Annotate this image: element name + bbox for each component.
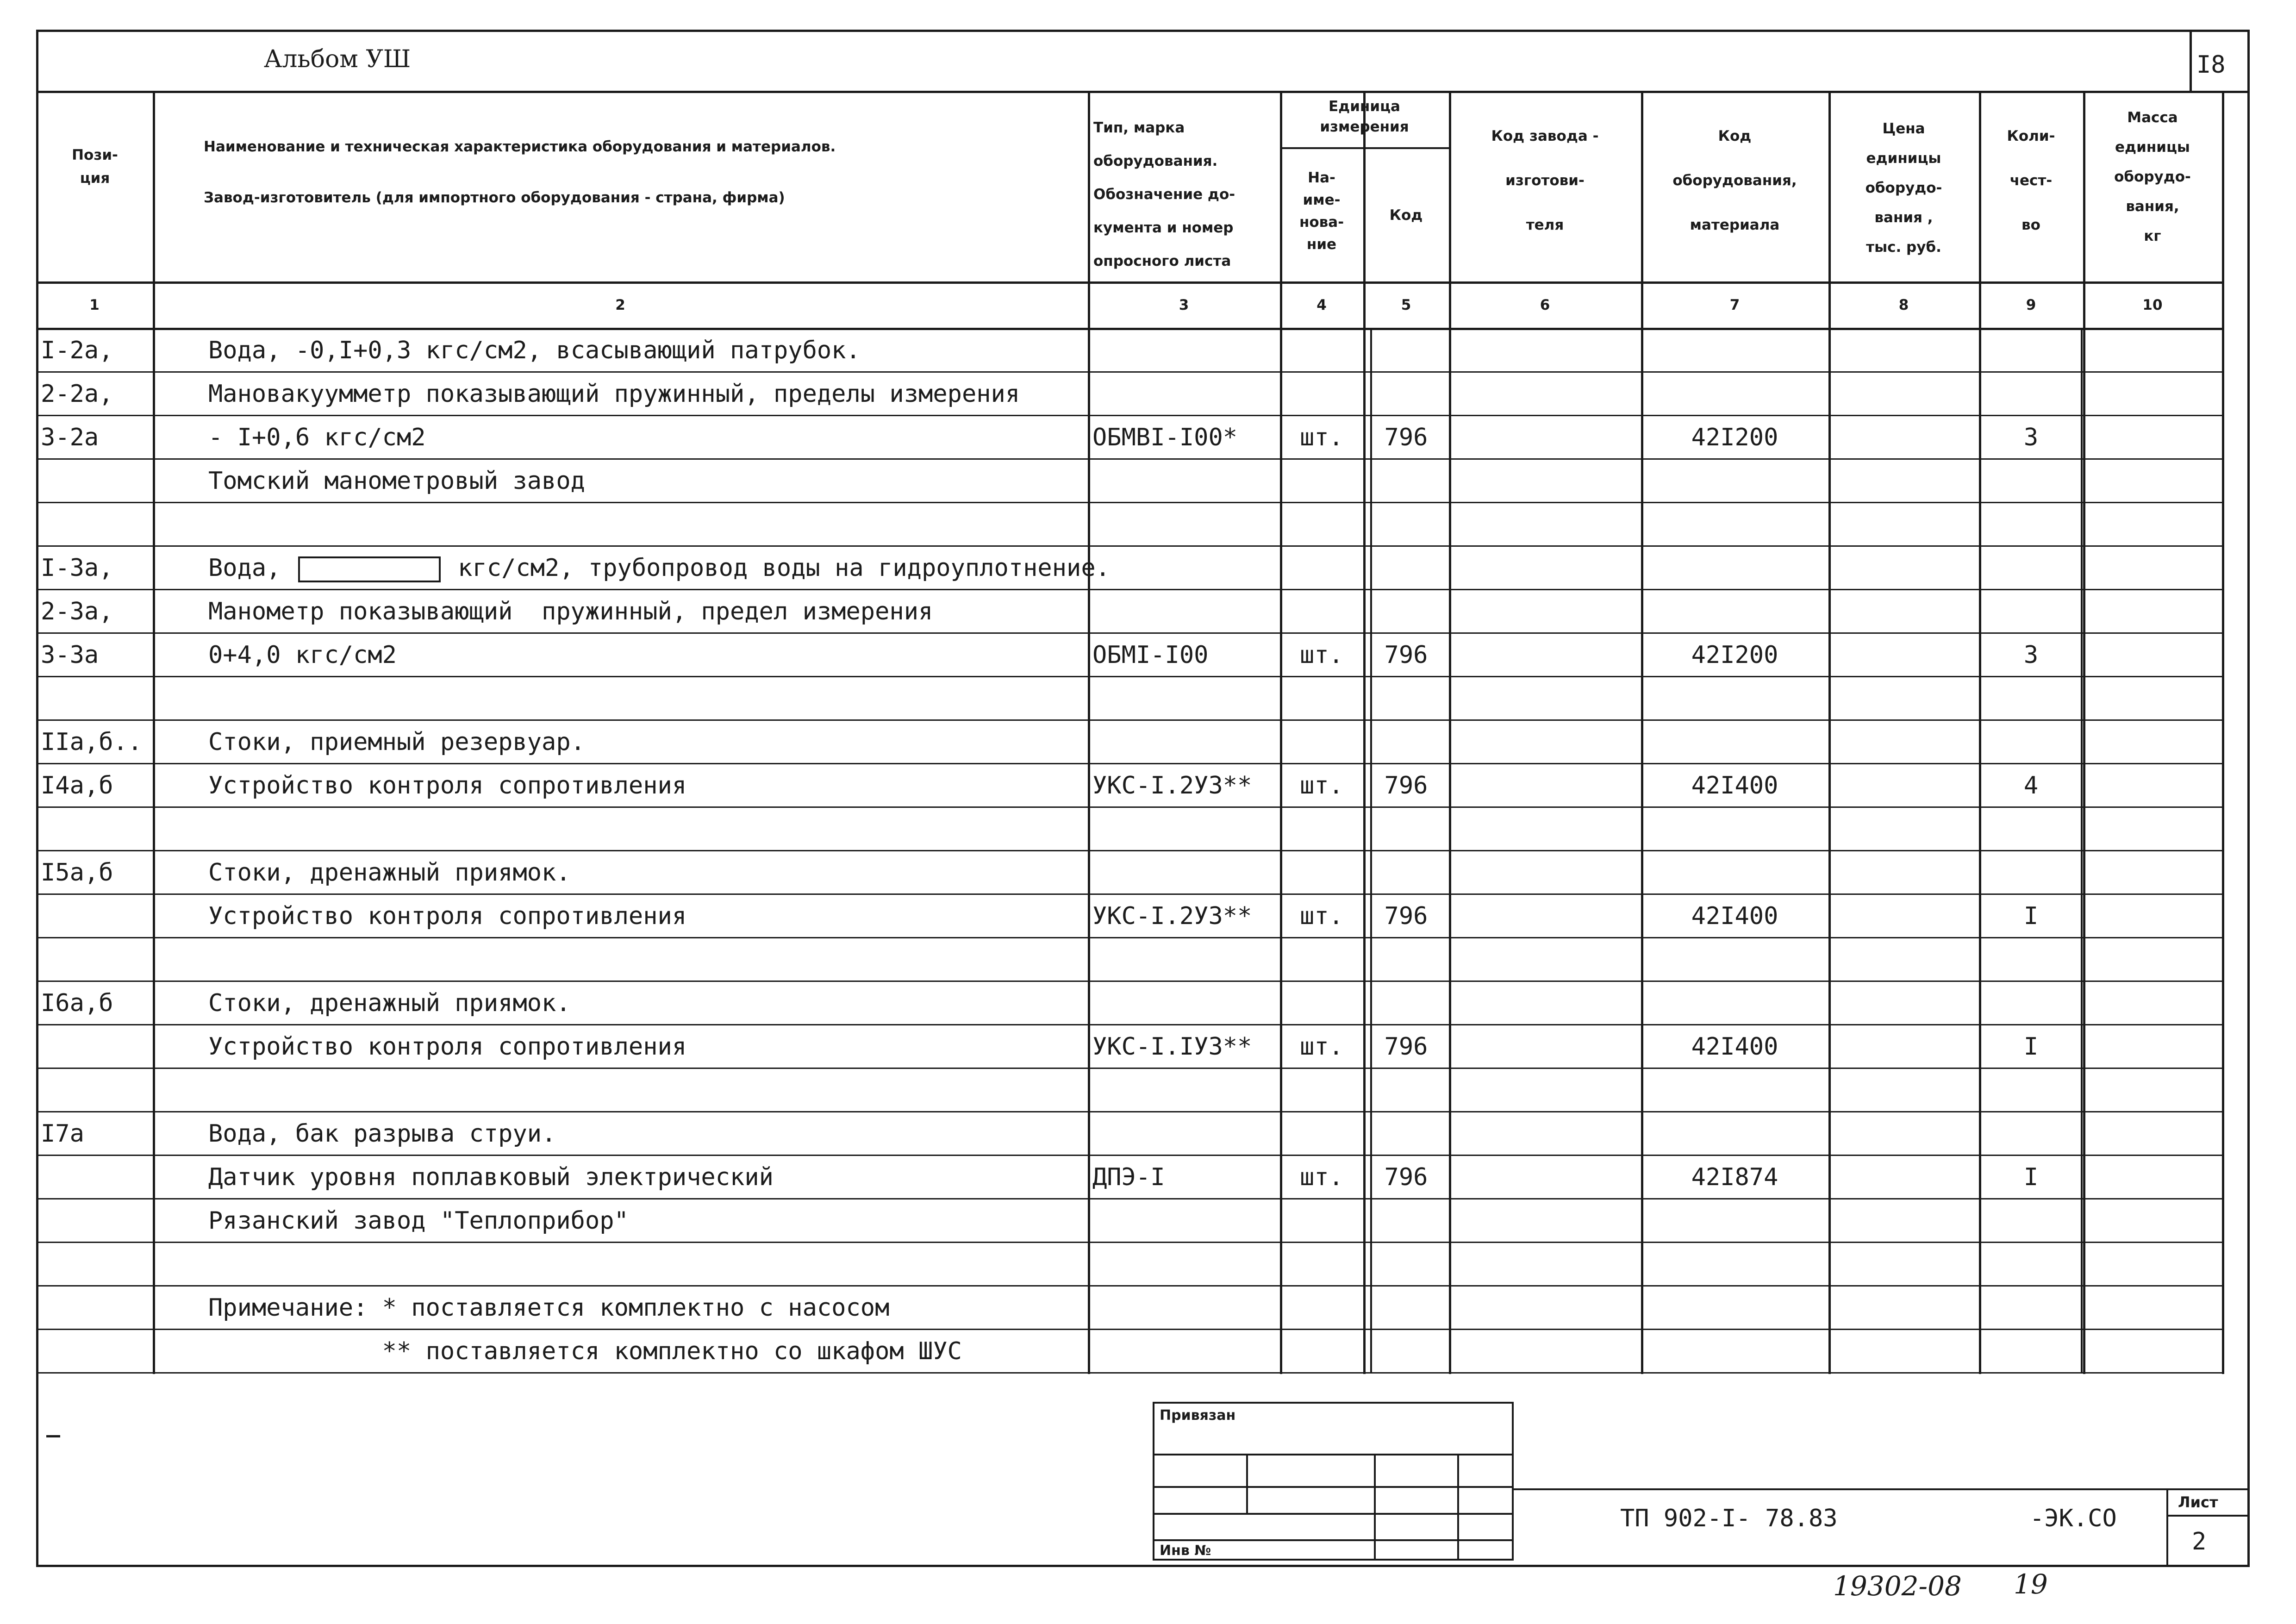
column-number-8: 8 (1898, 297, 1909, 313)
header-mass: Масса единицы оборудо- вания, кг (2114, 109, 2191, 244)
cell-pos: I-2a, (41, 337, 113, 364)
row-line (36, 502, 2222, 503)
cell-type: ОБМВI-I00* (1092, 424, 1238, 451)
row-line (36, 458, 2222, 460)
cell-unit: шт. (1300, 902, 1343, 930)
sheet-label: Лист (2178, 1493, 2218, 1511)
stamp-vline-2 (1374, 1454, 1376, 1560)
cell-mcode: 42I400 (1691, 772, 1778, 800)
page-number: I8 (2196, 51, 2226, 79)
row-line (36, 806, 2222, 808)
header-unit: Единица измерения (1320, 98, 1409, 135)
cell-type: УКС-I.2УЗ** (1092, 772, 1252, 800)
cell-name-continued: кгс/см2, трубопровод воды на гидроуплотнение. (443, 554, 1110, 582)
cell-qty: 3 (2023, 424, 2039, 451)
cell-name: Стоки, дренажный приямок. (208, 989, 571, 1017)
cell-code: 796 (1384, 772, 1428, 800)
column-number-7: 7 (1729, 297, 1740, 313)
cell-code: 796 (1384, 1033, 1428, 1061)
header-unit-code: Код (1389, 207, 1423, 224)
cell-type: УКС-I.2УЗ** (1092, 902, 1252, 930)
frame-bottom (36, 1565, 2250, 1567)
cell-unit: шт. (1300, 641, 1343, 669)
column-number-bottom (36, 328, 2222, 330)
cell-name: Примечание: * поставляется комплектно с насосом (208, 1294, 890, 1322)
row-line (36, 415, 2222, 416)
cell-pos: I7a (41, 1120, 84, 1148)
cell-name: Устройство контроля сопротивления (208, 1033, 687, 1061)
cell-name: Устройство контроля сопротивления (208, 902, 687, 930)
left-margin-tick (46, 1435, 60, 1437)
cell-unit: шт. (1300, 1163, 1343, 1191)
column-number-5: 5 (1401, 297, 1411, 313)
row-line (36, 981, 2222, 982)
cell-mcode: 42I200 (1691, 641, 1778, 669)
cell-name: Манометр показывающий пружинный, предел измерения (208, 598, 933, 625)
cell-name: Вода, кгс/см2, трубопровод воды на гидроуплотнение. (208, 554, 1110, 582)
stamp-privyazan-box (1153, 1402, 1514, 1561)
column-number-6: 6 (1540, 297, 1550, 313)
column-number-3: 3 (1179, 297, 1189, 313)
row-line (36, 589, 2222, 590)
cell-name: Стоки, дренажный приямок. (208, 859, 571, 887)
cell-name: Вода, бак разрыва струи. (208, 1120, 556, 1148)
stamp-vline-3 (1457, 1454, 1459, 1560)
cell-qty: I (2023, 1163, 2039, 1191)
cell-name: Стоки, приемный резервуар. (208, 728, 585, 756)
header-name-line2: Завод-изготовитель (для импортного оборудования - страна, фирма) (204, 189, 785, 206)
page-number-divider (2190, 30, 2192, 92)
frame-left (36, 30, 38, 1567)
frame-right (2247, 30, 2250, 1567)
column-number-4: 4 (1316, 297, 1327, 313)
album-bar-bottom (36, 91, 2250, 93)
header-bottom (36, 281, 2222, 284)
cell-code: 796 (1384, 641, 1428, 669)
row-line (36, 371, 2222, 373)
cell-name: Мановакуумметр показывающий пружинный, пределы измерения (208, 380, 1020, 408)
cell-qty: 3 (2023, 641, 2039, 669)
sheet-cell-left (2166, 1488, 2168, 1567)
header-unit-name: На- име- нова- ние (1299, 169, 1344, 253)
cell-type: ДПЭ-I (1092, 1163, 1165, 1191)
cell-name: ** поставляется комплектно со шкафом ШУС (208, 1337, 962, 1365)
cell-mcode: 42I400 (1691, 1033, 1778, 1061)
stamp-inv-label: Инв № (1160, 1543, 1211, 1559)
document-code: ТП 902-I- 78.83 (1620, 1505, 1838, 1532)
cell-qty: 4 (2023, 772, 2039, 800)
row-line (36, 1111, 2222, 1112)
column-line (2222, 91, 2224, 1374)
cell-code: 796 (1384, 902, 1428, 930)
stamp-line-2 (1153, 1486, 1514, 1488)
cell-unit: шт. (1300, 424, 1343, 451)
column-number-10: 10 (2142, 297, 2163, 313)
row-line (36, 937, 2222, 938)
blank-value-box (298, 556, 441, 582)
cell-qty: I (2023, 1033, 2039, 1061)
stamp-line-3 (1153, 1513, 1514, 1515)
stamp-line-4 (1153, 1539, 1514, 1541)
cell-code: 796 (1384, 424, 1428, 451)
row-line (36, 1155, 2222, 1156)
cell-code: 796 (1384, 1163, 1428, 1191)
qty-column-thick-left (1370, 328, 1372, 1372)
document-mark: -ЭК.СО (2030, 1505, 2117, 1532)
stamp-privyazan-label: Привязан (1160, 1407, 1236, 1424)
handwritten-page: 19 (2014, 1568, 2048, 1600)
header-quantity: Коли- чест- во (2007, 128, 2055, 233)
row-line (36, 1285, 2222, 1287)
row-line (36, 1242, 2222, 1243)
cell-pos: I-3a, (41, 554, 113, 582)
cell-name: Томский манометровый завод (208, 467, 585, 495)
cell-pos: I5a,б (41, 859, 113, 887)
stamp-vline-1 (1246, 1454, 1248, 1514)
header-plant-code: Код завода - изготови- теля (1491, 128, 1599, 233)
column-number-2: 2 (615, 297, 625, 313)
cell-pos: 2-3a, (41, 598, 113, 625)
column-number-1: 1 (89, 297, 100, 313)
cell-name: Устройство контроля сопротивления (208, 772, 687, 800)
handwritten-number: 19302-08 (1833, 1570, 1962, 1602)
cell-mcode: 42I200 (1691, 424, 1778, 451)
row-line (36, 632, 2222, 634)
cell-pos: I6a,б (41, 989, 113, 1017)
header-name-line1: Наименование и техническая характеристика оборудования и материалов. (204, 138, 836, 155)
row-line (36, 763, 2222, 764)
cell-type: ОБМI-I00 (1092, 641, 1209, 669)
row-line (36, 719, 2222, 721)
cell-name: Датчик уровня поплавковый электрический (208, 1163, 774, 1191)
column-number-9: 9 (2026, 297, 2036, 313)
row-line (36, 1198, 2222, 1199)
header-material-code: Код оборудования, материала (1672, 128, 1797, 233)
cell-pos: 2-2a, (41, 380, 113, 408)
cell-pos: I4a,б (41, 772, 113, 800)
cell-mcode: 42I400 (1691, 902, 1778, 930)
sheet-number: 2 (2192, 1528, 2207, 1555)
header-position: Пози- ция (72, 147, 118, 187)
row-line (36, 850, 2222, 851)
cell-unit: шт. (1300, 772, 1343, 800)
cell-pos: 3-3a (41, 641, 99, 669)
sheet-cell-divider (2166, 1515, 2250, 1517)
row-line (36, 545, 2222, 547)
stamp-line-1 (1153, 1454, 1514, 1455)
cell-qty: I (2023, 902, 2039, 930)
unit-header-split (1280, 147, 1449, 149)
header-type: Тип, марка оборудования. Обозначение до- кумента и номер опросного листа (1093, 119, 1235, 269)
cell-type: УКС-I.IУЗ** (1092, 1033, 1252, 1061)
row-line (36, 1024, 2222, 1025)
cell-pos: 3-2a (41, 424, 99, 451)
cell-name: - I+0,6 кгс/см2 (208, 424, 426, 451)
row-line (36, 1372, 2222, 1374)
qty-column-thick-right (2081, 328, 2083, 1372)
row-line (36, 676, 2222, 677)
frame-top (36, 30, 2250, 32)
header-price: Цена единицы оборудо- вания , тыс. руб. (1865, 120, 1942, 256)
album-title: Альбом УШ (264, 45, 411, 73)
cell-name: 0+4,0 кгс/см2 (208, 641, 397, 669)
row-line (36, 1329, 2222, 1330)
cell-unit: шт. (1300, 1033, 1343, 1061)
cell-name: Вода, -0,I+0,3 кгс/см2, всасывающий патрубок. (208, 337, 861, 364)
cell-mcode: 42I874 (1691, 1163, 1778, 1191)
cell-name: Рязанский завод "Теплоприбор" (208, 1207, 629, 1235)
row-line (36, 1068, 2222, 1069)
row-line (36, 893, 2222, 895)
cell-pos: IIa,б.. (41, 728, 143, 756)
title-block-top (1514, 1488, 2250, 1490)
